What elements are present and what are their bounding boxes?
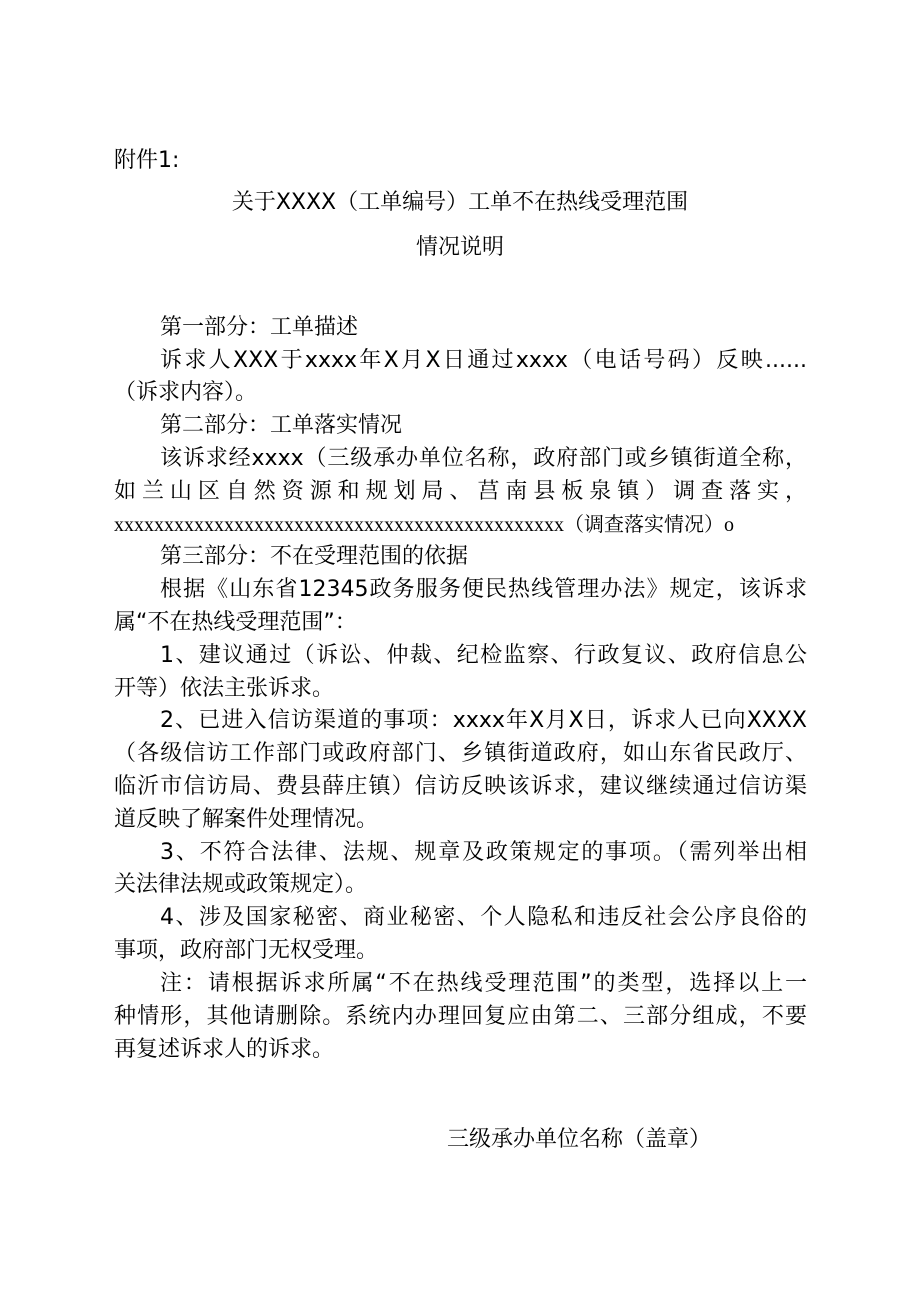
- body-line: （各级信访工作部门或政府部门、乡镇街道政府，如山东省民政厅、: [114, 741, 807, 766]
- body-line: 根据《山东省12345政务服务便民热线管理办法》规定，该诉求: [160, 577, 807, 602]
- list-item-3: 3、不符合法律、法规、规章及政策规定的事项。（需列举出相: [160, 840, 807, 865]
- body-line: 种情形，其他请删除。系统内办理回复应由第二、三部分组成，不要: [114, 1004, 807, 1029]
- section-heading-2: 第二部分：工单落实情况: [160, 413, 403, 438]
- body-line: 关法律法规或政策规定）。: [114, 872, 368, 897]
- title-line-2: 情况说明: [415, 235, 504, 260]
- title-line-1: 关于XXXX（工单编号）工单不在热线受理范围: [231, 190, 689, 215]
- body-line: 再复述诉求人的诉求。: [114, 1037, 335, 1062]
- body-line: 该诉求经xxxx（三级承办单位名称，政府部门或乡镇街道全称，: [160, 446, 807, 471]
- section-heading-1: 第一部分：工单描述: [160, 315, 359, 340]
- body-line: 属“不在热线受理范围”：: [114, 610, 357, 635]
- body-line: 诉求人XXX于xxxx年X月X日通过xxxx（电话号码）反映......: [160, 348, 807, 373]
- body-line: （诉求内容）。: [114, 380, 258, 405]
- signature-line: 三级承办单位名称（盖章）: [447, 1127, 712, 1152]
- attachment-label: 附件1:: [114, 148, 180, 173]
- body-line: 道反映了解案件处理情况。: [114, 807, 379, 832]
- note-line: 注：请根据诉求所属“不在热线受理范围”的类型，选择以上一: [160, 971, 807, 996]
- body-line: 开等）依法主张诉求。: [114, 676, 335, 701]
- list-item-4: 4、涉及国家秘密、商业秘密、个人隐私和违反社会公序良俗的: [160, 905, 807, 930]
- list-item-2: 2、已进入信访渠道的事项：xxxx年X月X日，诉求人已向XXXX: [160, 708, 807, 733]
- body-line: 如兰山区自然资源和规划局、莒南县板泉镇）调查落实，: [114, 479, 807, 504]
- section-heading-3: 第三部分：不在受理范围的依据: [160, 544, 469, 569]
- list-item-1: 1、建议通过（诉讼、仲裁、纪检监察、行政复议、政府信息公: [160, 643, 807, 668]
- body-line: 临沂市信访局、费县薛庄镇）信访反映该诉求，建议继续通过信访渠: [114, 774, 807, 799]
- body-line: 事项，政府部门无权受理。: [114, 938, 379, 963]
- body-line: xxxxxxxxxxxxxxxxxxxxxxxxxxxxxxxxxxxxxxxxxxxxx（调查落实情况）o: [114, 514, 734, 536]
